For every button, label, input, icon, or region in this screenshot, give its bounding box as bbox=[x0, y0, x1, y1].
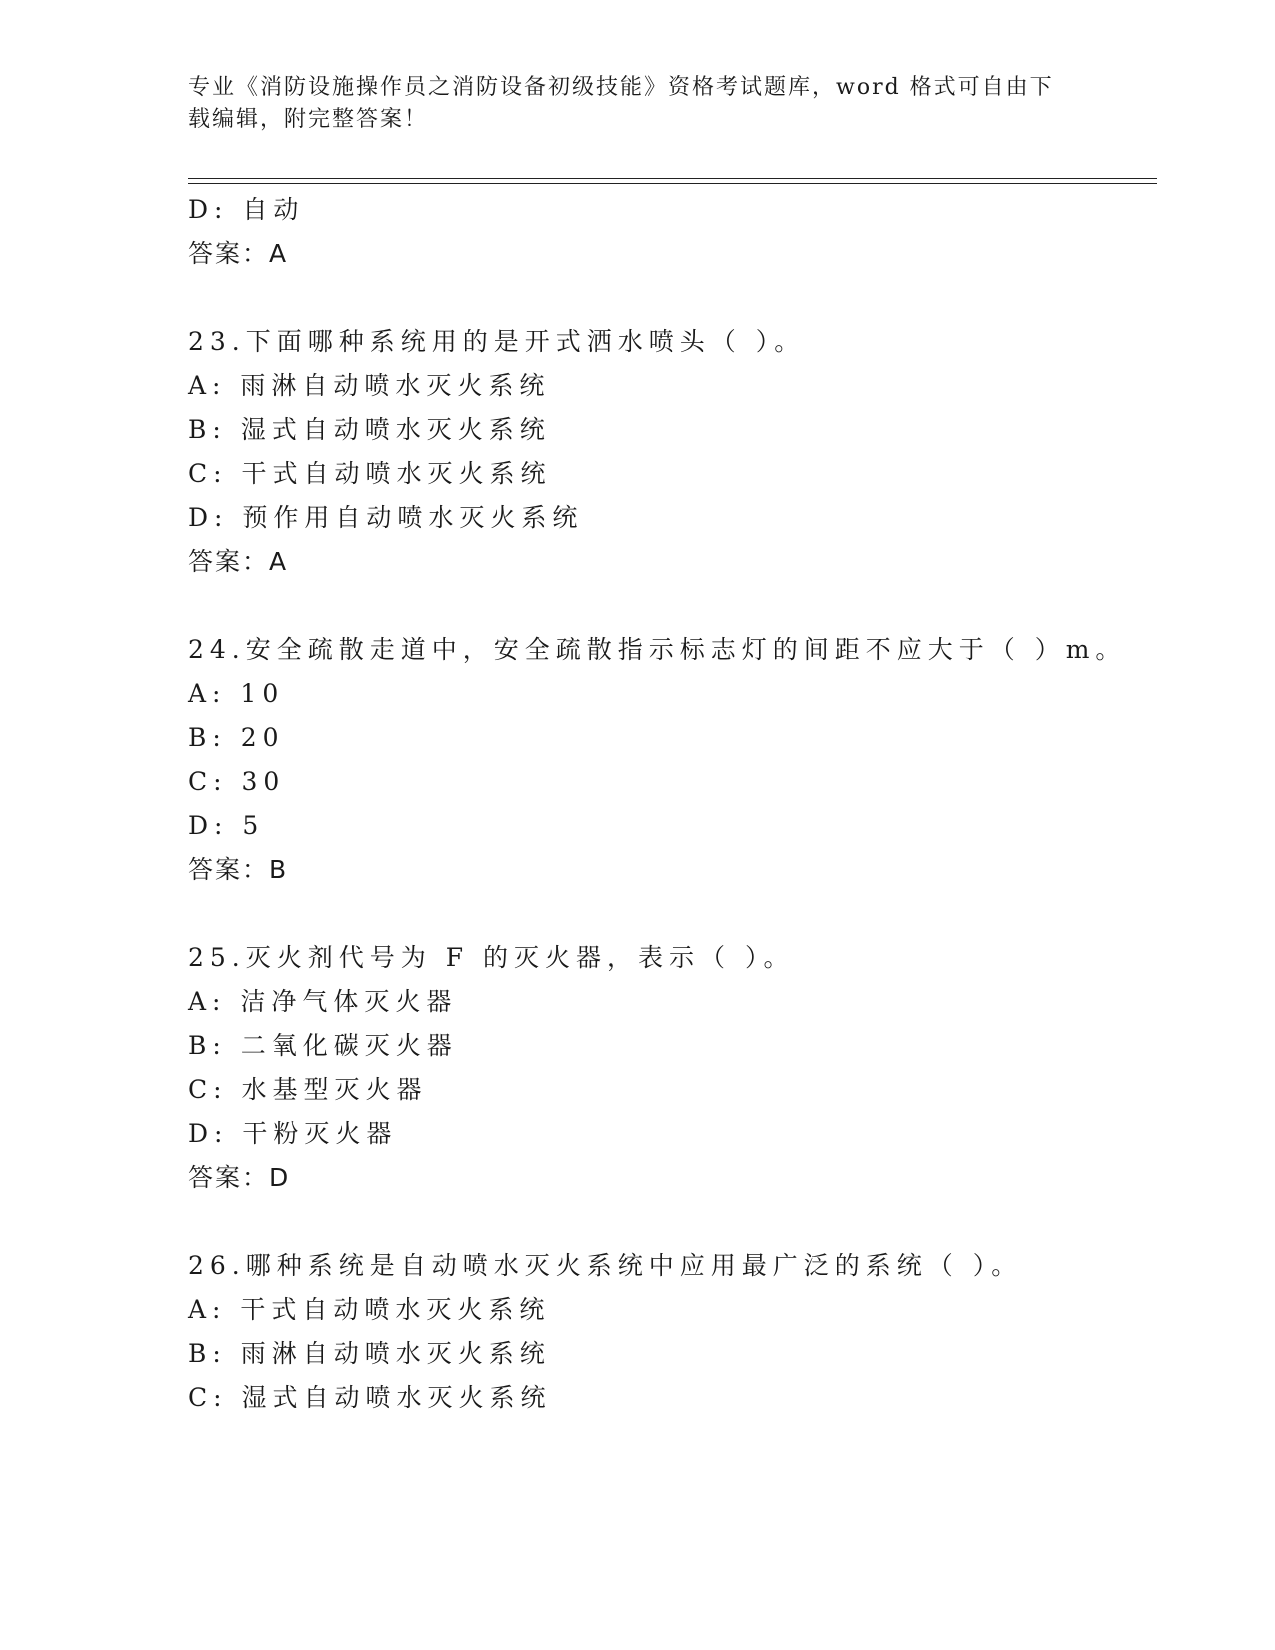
question-stem: 23.下面哪种系统用的是开式洒水喷头（ ）。 bbox=[188, 327, 806, 356]
option-c: C: 湿式自动喷水灭火系统 bbox=[188, 1383, 552, 1412]
option-d: D: 自动 bbox=[188, 195, 305, 224]
document-header: 专业《消防设施操作员之消防设备初级技能》资格考试题库，word 格式可自由下载编辑，附完整答案！ bbox=[188, 75, 1054, 132]
option-d: D: 预作用自动喷水灭火系统 bbox=[188, 503, 584, 532]
question-stem: 24.安全疏散走道中，安全疏散指示标志灯的间距不应大于（ ）m。 bbox=[188, 635, 1127, 664]
option-a: A: 10 bbox=[188, 679, 285, 708]
option-a: A: 干式自动喷水灭火系统 bbox=[188, 1295, 551, 1324]
header-rule-top bbox=[188, 178, 1157, 179]
option-a: A: 洁净气体灭火器 bbox=[188, 987, 458, 1016]
answer-line: 答案：D bbox=[188, 1163, 291, 1192]
option-b: B: 20 bbox=[188, 723, 285, 752]
option-b: B: 雨淋自动喷水灭火系统 bbox=[188, 1339, 551, 1368]
option-c: C: 水基型灭火器 bbox=[188, 1075, 428, 1104]
question-stem: 25.灭火剂代号为 F 的灭火器，表示（ ）。 bbox=[188, 943, 795, 972]
question-stem: 26.哪种系统是自动喷水灭火系统中应用最广泛的系统（ ）。 bbox=[188, 1251, 1023, 1280]
header-rule-bottom bbox=[188, 183, 1157, 184]
answer-line: 答案：A bbox=[188, 547, 289, 576]
option-c: C: 干式自动喷水灭火系统 bbox=[188, 459, 552, 488]
answer-line: 答案：A bbox=[188, 239, 289, 268]
answer-line: 答案：B bbox=[188, 855, 289, 884]
option-b: B: 湿式自动喷水灭火系统 bbox=[188, 415, 551, 444]
option-c: C: 30 bbox=[188, 767, 286, 796]
option-b: B: 二氧化碳灭火器 bbox=[188, 1031, 458, 1060]
option-d: D: 干粉灭火器 bbox=[188, 1119, 398, 1148]
option-a: A: 雨淋自动喷水灭火系统 bbox=[188, 371, 551, 400]
option-d: D: 5 bbox=[188, 811, 265, 840]
